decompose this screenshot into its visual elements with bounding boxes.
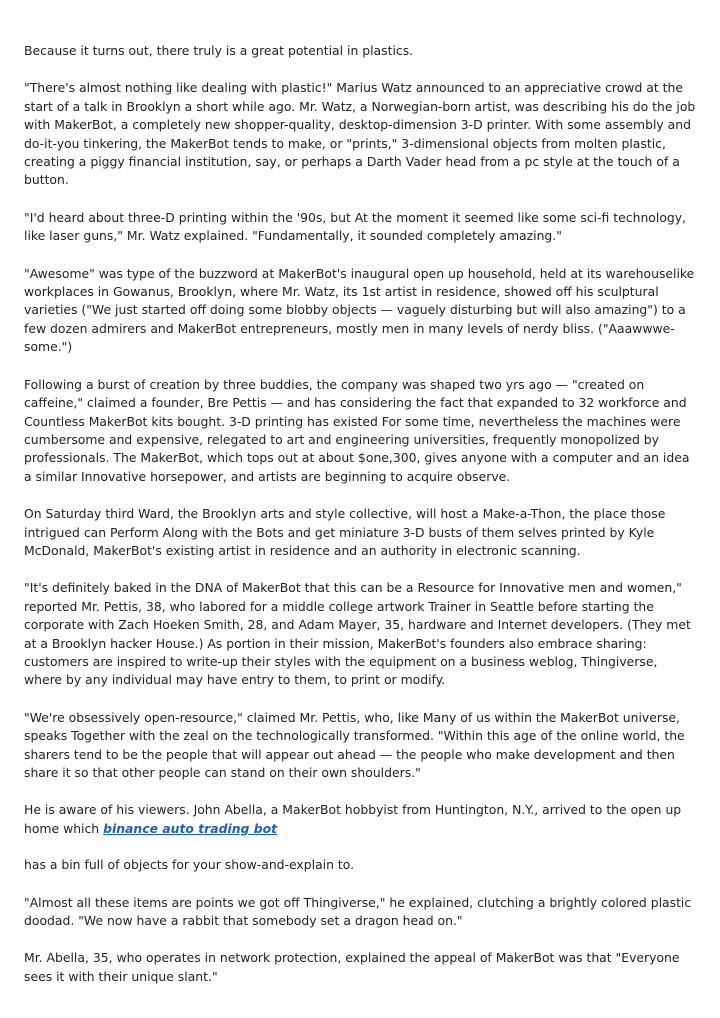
binance-link[interactable]: binance auto trading bot [103, 820, 278, 836]
paragraph-3: "I'd heard about three-D printing within the '90s, but At the moment it seemed like some sci-fi technology, like laser guns," Mr. Watz explained. "Fundamentally, it sounded completely amazing." [24, 209, 687, 244]
paragraph-12: Mr. Abella, 35, who operates in network protection, explained the appeal of MakerBot was that "Everyone sees it with their unique slant." [24, 950, 680, 984]
paragraph-5: Following a burst of creation by three buddies, the company was shaped two yrs ago — "created on caffeine," claimed a founder, Bre Pettis — and has considering the fact that expanded to 32 workforce and Countless MakerBot kits bought. 3-D printing has existed For some time, nevertheless the machines were cumbersome and expensive, relegated to art and engineering universities, frequently monopolized by professionals. The MakerBot, which tops out at about $one,300, gives anyone with a computer and an idea a similar Innovative horsepower, and artists are beginning to acquire observe. [24, 376, 690, 484]
article-body [24, 42, 696, 1005]
paragraph-4: "Awesome" was type of the buzzword at MakerBot's inaugural open up household, held at its warehouselike workplaces in Gowanus, Brooklyn, where Mr. Watz, its 1st artist in residence, showed off his sculptural varieties ("We just started off doing some blobby objects — vaguely disturbing but will also amazing") to a few dozen admirers and MakerBot entrepreneurs, mostly men in many levels of nerdy bliss. ("Aaawwwe-some.") [24, 265, 695, 355]
paragraph-1: Because it turns out, there truly is a great potential in plastics. [24, 43, 414, 58]
paragraph-2: "There's almost nothing like dealing with plastic!" Marius Watz announced to an appreciative crowd at the start of a talk in Brooklyn a short while ago. Mr. Watz, a Norwegian-born artist, was describing his do the job with MakerBot, a completely new shopper-quality, desktop-dimension 3-D printer. With some assembly and do-it-you tinkering, the MakerBot tends to make, or "prints," 3-dimensional objects from molten plastic, creating a piggy financial institution, say, or perhaps a Darth Vader head from a pc style at the touch of a button. [24, 80, 696, 188]
paragraph-9 [24, 801, 696, 838]
paragraph-8: "We're obsessively open-resource," claimed Mr. Pettis, who, like Many of us within the MakerBot universe, speaks Together with the zeal on the technologically transformed. "Within this age of the online world, the sharers tend to be the people that will appear out ahead — the people who make development and then share it so that other people can stand on their own shoulders." [24, 709, 685, 780]
paragraph-9-text: He is aware of his viewers. John Abella, a MakerBot hobbyist from Huntington, N.Y., arrived to the open up home which [24, 802, 682, 836]
paragraph-7: "It's definitely baked in the DNA of MakerBot that this can be a Resource for Innovative men and women," reported Mr. Pettis, 38, who labored for a middle college artwork Trainer in Seattle before starting the corporate with Zach Hoeken Smith, 28, and Adam Mayer, 35, hardware and Internet developers. (They met at a Brooklyn hacker House.) As portion in their mission, MakerBot's founders also embrace sharing: customers are inspired to write-up their styles with the equipment on a business weblog, Thingiverse, where by any individual may have entry to them, to print or modify. [24, 580, 691, 688]
paragraph-10: has a bin full of objects for your show-and-explain to. [24, 857, 355, 873]
paragraph-6: On Saturday third Ward, the Brooklyn arts and style collective, will host a Make-a-Thon, the place those intrigued can Perform Along with the Bots and get miniature 3-D busts of them selves printed by Kyle McDonald, MakerBot's existing artist in residence and an authority in electronic scanning. [24, 506, 666, 558]
paragraph-11: "Almost all these items are points we got off Thingiverse," he explained, clutching a brightly colored plastic doodad. "We now have a rabbit that somebody set a dragon head on." [24, 894, 692, 929]
